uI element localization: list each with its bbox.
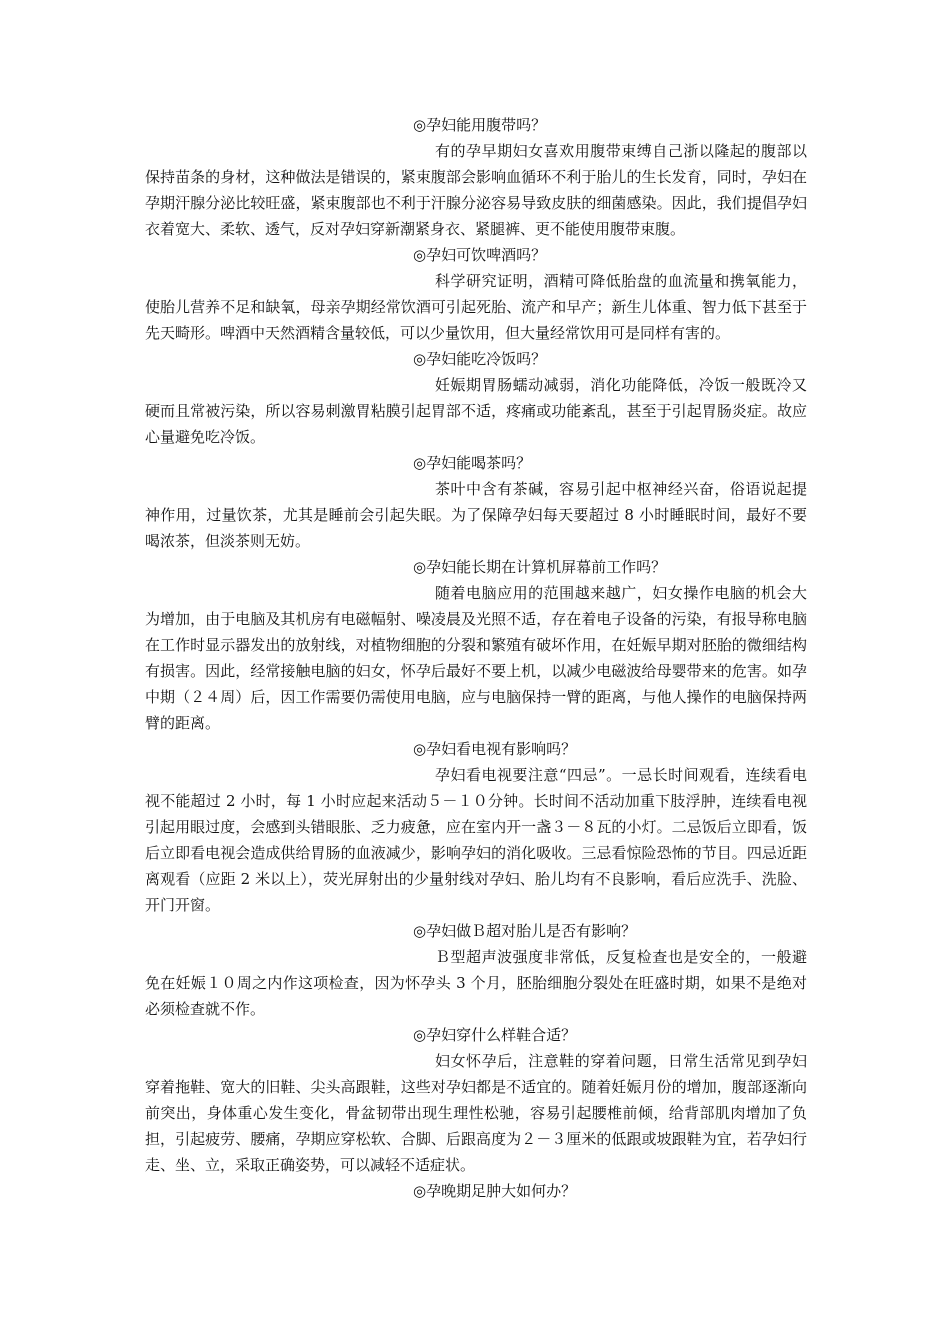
section-heading: ◎孕妇能喝茶吗？ (413, 454, 532, 472)
section-heading: ◎孕妇能长期在计算机屏幕前工作吗？ (413, 558, 667, 576)
section-cold-rice (145, 346, 807, 450)
section-heading: ◎孕妇能吃冷饭吗？ (413, 350, 547, 368)
document-page (145, 112, 807, 1204)
section-heading: ◎孕晚期足肿大如何办？ (413, 1182, 577, 1200)
section-paragraph: 孕妇看电视要注意“四忌”。一忌长时间观看，连续看电视不能超过 2 小时，每 1 小时应起来活动５－１０分钟。长时间不活动加重下肢浮肿，连续看电视引起用眼过度，会感到头错眼胀、乏力疲惫，应在室内开一盏３－８瓦的小灯。二忌饭后立即看，饭后立即看电视会造成供给胃肠的血液减少，影响孕妇的消化吸收。三忌看惊险恐怖的节目。四忌近距离观看（应距 2 米以上），荧光屏射出的少量射线对孕妇、胎儿均有不良影响，看后应洗手、洗脸、开门开窗。 (145, 766, 807, 914)
section-b-ultrasound (145, 918, 807, 1022)
section-paragraph: 妊娠期胃肠蠕动减弱，消化功能降低，冷饭一般既冷又硬而且常被污染，所以容易刺激胃粘膜引起胃部不适，疼痛或功能紊乱，甚至于引起胃肠炎症。故应心量避免吃冷饭。 (145, 376, 807, 446)
section-heading: ◎孕妇做Ｂ超对胎儿是否有影响？ (413, 922, 637, 940)
section-heading: ◎孕妇可饮啤酒吗？ (413, 246, 547, 264)
section-foot-swelling (145, 1178, 807, 1204)
section-beer (145, 242, 807, 346)
section-computer-screen (145, 554, 807, 736)
section-heading: ◎孕妇能用腹带吗？ (413, 116, 547, 134)
section-television (145, 736, 807, 918)
section-paragraph: 妇女怀孕后，注意鞋的穿着问题，日常生活常见到孕妇穿着拖鞋、宽大的旧鞋、尖头高跟鞋，这些对孕妇都是不适宜的。随着妊娠月份的增加，腹部逐渐向前突出，身体重心发生变化，骨盆韧带出现生理性松驰，容易引起腰椎前倾，给背部肌肉增加了负担，引起疲劳、腰痛，孕期应穿松软、合脚、后跟高度为２－３厘米的低跟或坡跟鞋为宜，若孕妇行走、坐、立，采取正确姿势，可以减轻不适症状。 (145, 1052, 807, 1174)
section-paragraph: 科学研究证明，酒精可降低胎盘的血流量和携氧能力，使胎儿营养不足和缺氧，母亲孕期经常饮酒可引起死胎、流产和早产；新生儿体重、智力低下甚至于先天畸形。啤酒中天然酒精含量较低，可以少量饮用，但大量经常饮用可是同样有害的。 (145, 272, 807, 342)
section-heading: ◎孕妇穿什么样鞋合适？ (413, 1026, 577, 1044)
section-paragraph: 有的孕早期妇女喜欢用腹带束缚自己浙以隆起的腹部以保持苗条的身材，这种做法是错误的，紧束腹部会影响血循环不利于胎儿的生长发育，同时，孕妇在孕期汗腺分泌比较旺盛，紧束腹部也不利于汗腺分泌容易导致皮肤的细菌感染。因此，我们提倡孕妇衣着宽大、柔软、透气，反对孕妇穿新潮紧身衣、紧腿裤、更不能使用腹带束腹。 (145, 142, 807, 238)
section-heading: ◎孕妇看电视有影响吗？ (413, 740, 577, 758)
section-tea (145, 450, 807, 554)
section-abdominal-belt (145, 112, 807, 242)
section-paragraph: 随着电脑应用的范围越来越广，妇女操作电脑的机会大为增加，由于电脑及其机房有电磁幅射、噪凌晨及光照不适，存在着电子设备的污染，有报导称电脑在工作时显示器发出的放射线，对植物细胞的分裂和繁殖有破坏作用，在妊娠早期对胚胎的微细结构有损害。因此，经常接触电脑的妇女，怀孕后最好不要上机，以减少电磁波给母婴带来的危害。如孕中期（２４周）后，因工作需要仍需使用电脑，应与电脑保持一臂的距离，与他人操作的电脑保持两臂的距离。 (145, 584, 807, 732)
section-paragraph: 茶叶中含有茶碱，容易引起中枢神经兴奋，俗语说起提神作用，过量饮茶，尤其是睡前会引起失眠。为了保障孕妇每天要超过 8 小时睡眠时间，最好不要喝浓茶，但淡茶则无妨。 (145, 480, 807, 550)
section-paragraph: Ｂ型超声波强度非常低，反复检查也是安全的，一般避免在妊娠１０周之内作这项检查，因为怀孕头 3 个月，胚胎细胞分裂处在旺盛时期，如果不是绝对必须检查就不作。 (145, 948, 807, 1018)
section-shoes (145, 1022, 807, 1178)
